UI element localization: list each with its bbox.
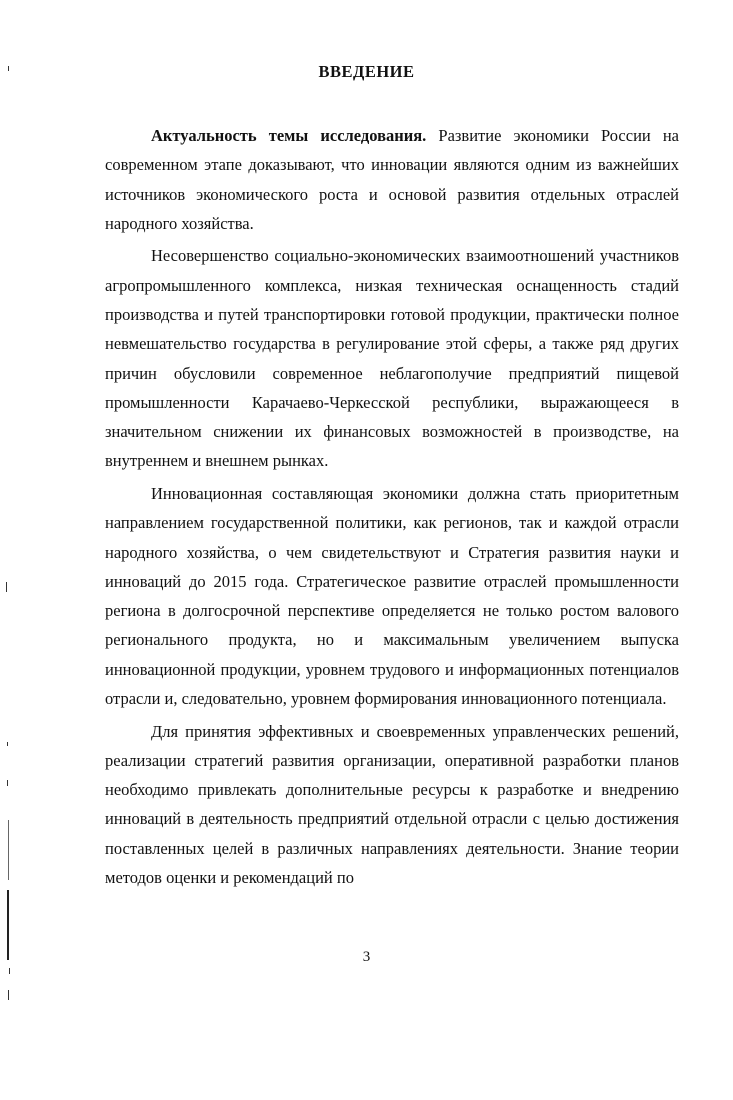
scan-artifact (8, 990, 9, 1000)
paragraph-text: Инновационная составляющая экономики должна стать приоритетным направлением государственной политики, как регионов, так и каждой отрасли народного хозяйства, о чем свидетельствуют и Стратегия развития науки и инноваций до 2015 года. Стратегическое развитие отраслей промышленности региона в долгосрочной перспективе определяется не только ростом валового регионального продукта, но и максимальным увеличением выпуска инновационной продукции, уровнем трудового и информационных потенциалов отрасли и, следовательно, уровнем формирования инновационного потенциала. (105, 483, 679, 709)
scan-artifact (7, 742, 8, 746)
page-number: 3 (362, 949, 371, 965)
scan-artifact (9, 968, 10, 974)
paragraph-text: Для принятия эффективных и своевременных управленческих решений, реализации стратегий развития организации, оперативной разработки планов необходимо привлекать дополнительные ресурсы к разработке и внедрению инноваций в деятельность предприятий отдельной отрасли с целью достижения поставленных целей в различных направлениях деятельности. Знание теории методов оценки и рекомендаций по (105, 721, 679, 887)
scan-artifact (7, 780, 8, 786)
paragraph-lead-heading: Актуальность темы исследования. (151, 126, 427, 145)
scan-artifact (7, 890, 9, 960)
paragraph-text: Развитие экономики России на современном этапе доказывают, что инновации являются одним из важнейших источников экономического роста и основой развития отдельных отраслей народного хозяйства. (105, 126, 679, 233)
scan-artifact (6, 582, 7, 592)
paragraph-management-decisions (105, 717, 679, 893)
page-title: ВВЕДЕНИЕ (318, 62, 415, 81)
scan-artifact (8, 820, 9, 880)
paragraph-agro-complex (105, 241, 679, 475)
paragraph-innovation-component (105, 479, 679, 713)
paragraph-relevance (105, 121, 679, 238)
scan-artifact (8, 66, 9, 71)
document-body (105, 121, 679, 895)
paragraph-text: Несовершенство социально-экономических взаимоотношений участников агропромышленного комплекса, низкая техническая оснащенность стадий производства и путей транспортировки готовой продукции, практически полное невмешательство государства в регулирование этой сферы, а также ряд других причин обусловили современное неблагополучие предприятий пищевой промышленности Карачаево-Черкесской республики, выражающееся в значительном снижении их финансовых возможностей в производстве, на внутреннем и внешнем рынках. (105, 246, 679, 471)
